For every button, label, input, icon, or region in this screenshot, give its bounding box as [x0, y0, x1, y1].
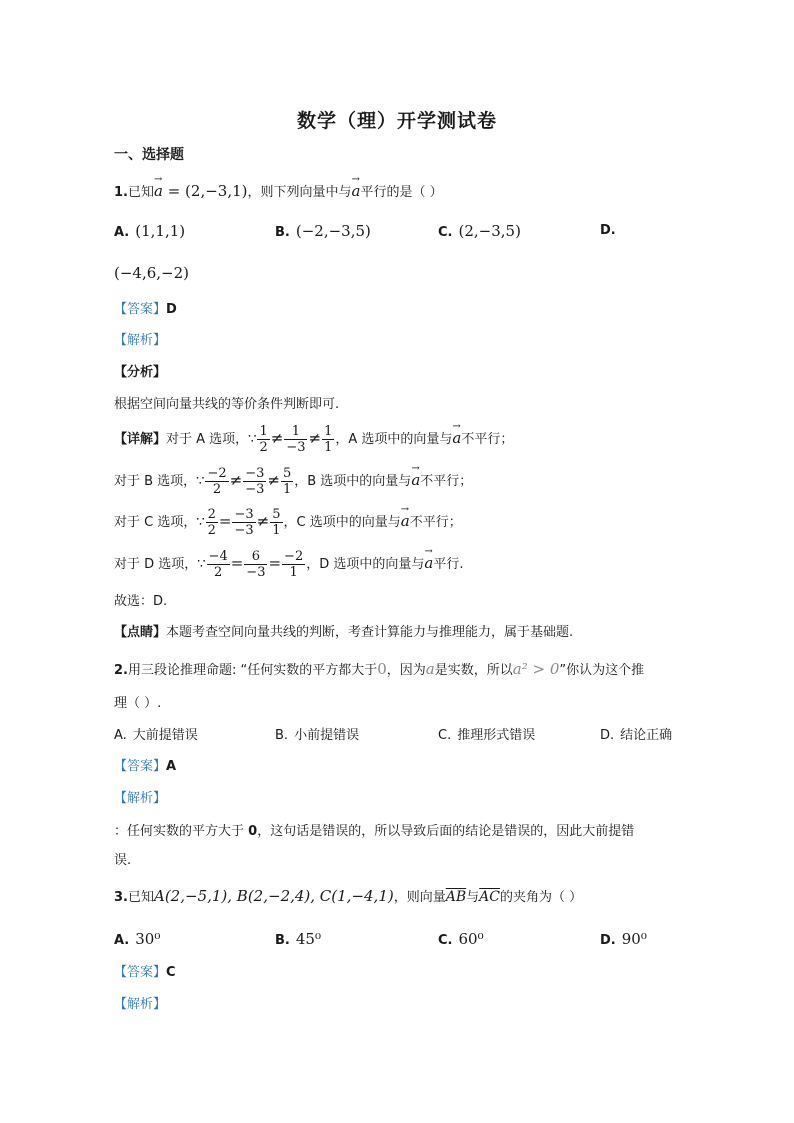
detail-line-4: 对于 D 选项，∵ $\frac{-4}{2}$ = $\frac{6}{-3}$ = $\frac{-2}{1}$ ，D 选项中的向量与→ a平行.	[114, 549, 463, 580]
analysis-tag: 【解析】	[114, 333, 167, 348]
detail-line-3: 对于 C 选项，∵ $\frac{2}{2}$ = $\frac{-3}{-3}$ ≠ $\frac{5}{1}$ ，C 选项中的向量与→ a不平行；	[114, 507, 462, 538]
question-number: 1.	[114, 185, 128, 200]
section-heading: 一、选择题	[114, 147, 184, 163]
option-d-label: D.	[600, 223, 616, 238]
analysis-text: ：任何实数的平方大于 0，这句话是错误的，所以导致后面的结论是错误的，因此大前提错	[114, 824, 635, 839]
detail-line-2: 对于 B 选项，∵ $\frac{-2}{2}$ ≠ $\frac{-3}{-3}$ ≠ $\frac{5}{1}$ ，B 选项中的向量与→ a不平行；	[114, 466, 472, 497]
analysis-text-cont: 误.	[114, 853, 132, 868]
answer-line: 【答案】D	[114, 302, 177, 317]
option-b: B. (−2,−3,5)	[275, 222, 371, 240]
analysis-tag: 【解析】	[114, 997, 167, 1012]
option-a: A. (1,1,1)	[114, 222, 186, 240]
option-c: C. (2,−3,5)	[438, 222, 521, 240]
choose-line: 故选：D.	[114, 594, 168, 609]
option-a: A. 大前提错误	[114, 728, 198, 743]
option-d-value: (−4,6,−2)	[114, 264, 190, 282]
option-d: D. 结论正确	[600, 728, 673, 743]
option-b: B. 45⁰	[275, 930, 321, 948]
question-2-stem-cont: 理（ ）.	[114, 696, 162, 711]
question-3-stem: 3.已知A(2,−5,1), B(2,−2,4), C(1,−4,1)，则向量$\overline{AB}$与$\overline{AC}$的夹角为（ ）	[114, 887, 583, 905]
analysis-tag: 【解析】	[114, 791, 167, 806]
fenxi-text: 根据空间向量共线的等价条件判断即可.	[114, 397, 340, 412]
answer-line: 【答案】C	[114, 965, 176, 980]
question-2-stem: 2.用三段论推理命题: “任何实数的平方都大于0，因为a是实数，所以a² > 0”你认为这个推	[114, 660, 645, 678]
detail-line-1: 【详解】对于 A 选项，∵ $\frac{1}{2}$ ≠ $\frac{1}{-3}$ ≠ $\frac{1}{1}$ ，A 选项中的向量与→ a不平行；	[114, 424, 513, 455]
vector-a: → a	[352, 181, 361, 201]
vector-ac: $\overline{AC}$	[479, 889, 500, 905]
page-title: 数学（理）开学测试卷	[296, 110, 497, 132]
dianjing-line: 【点睛】本题考查空间向量共线的判断，考查计算能力与推理能力，属于基础题.	[114, 625, 574, 640]
question-1-stem: 1.已知→ a = (2,−3,1)，则下列向量中与→ a平行的是（ ）	[114, 181, 443, 203]
option-d: D. 90⁰	[600, 930, 647, 948]
vector-a: → a	[154, 181, 163, 201]
option-b: B. 小前提错误	[275, 728, 360, 743]
option-c: C. 60⁰	[438, 930, 484, 948]
option-a: A. 30⁰	[114, 930, 161, 948]
option-c: C. 推理形式错误	[438, 728, 536, 743]
vector-ab: $\overline{AB}$	[445, 889, 467, 905]
answer-line: 【答案】A	[114, 759, 177, 774]
fenxi-tag: 【分析】	[114, 365, 167, 380]
